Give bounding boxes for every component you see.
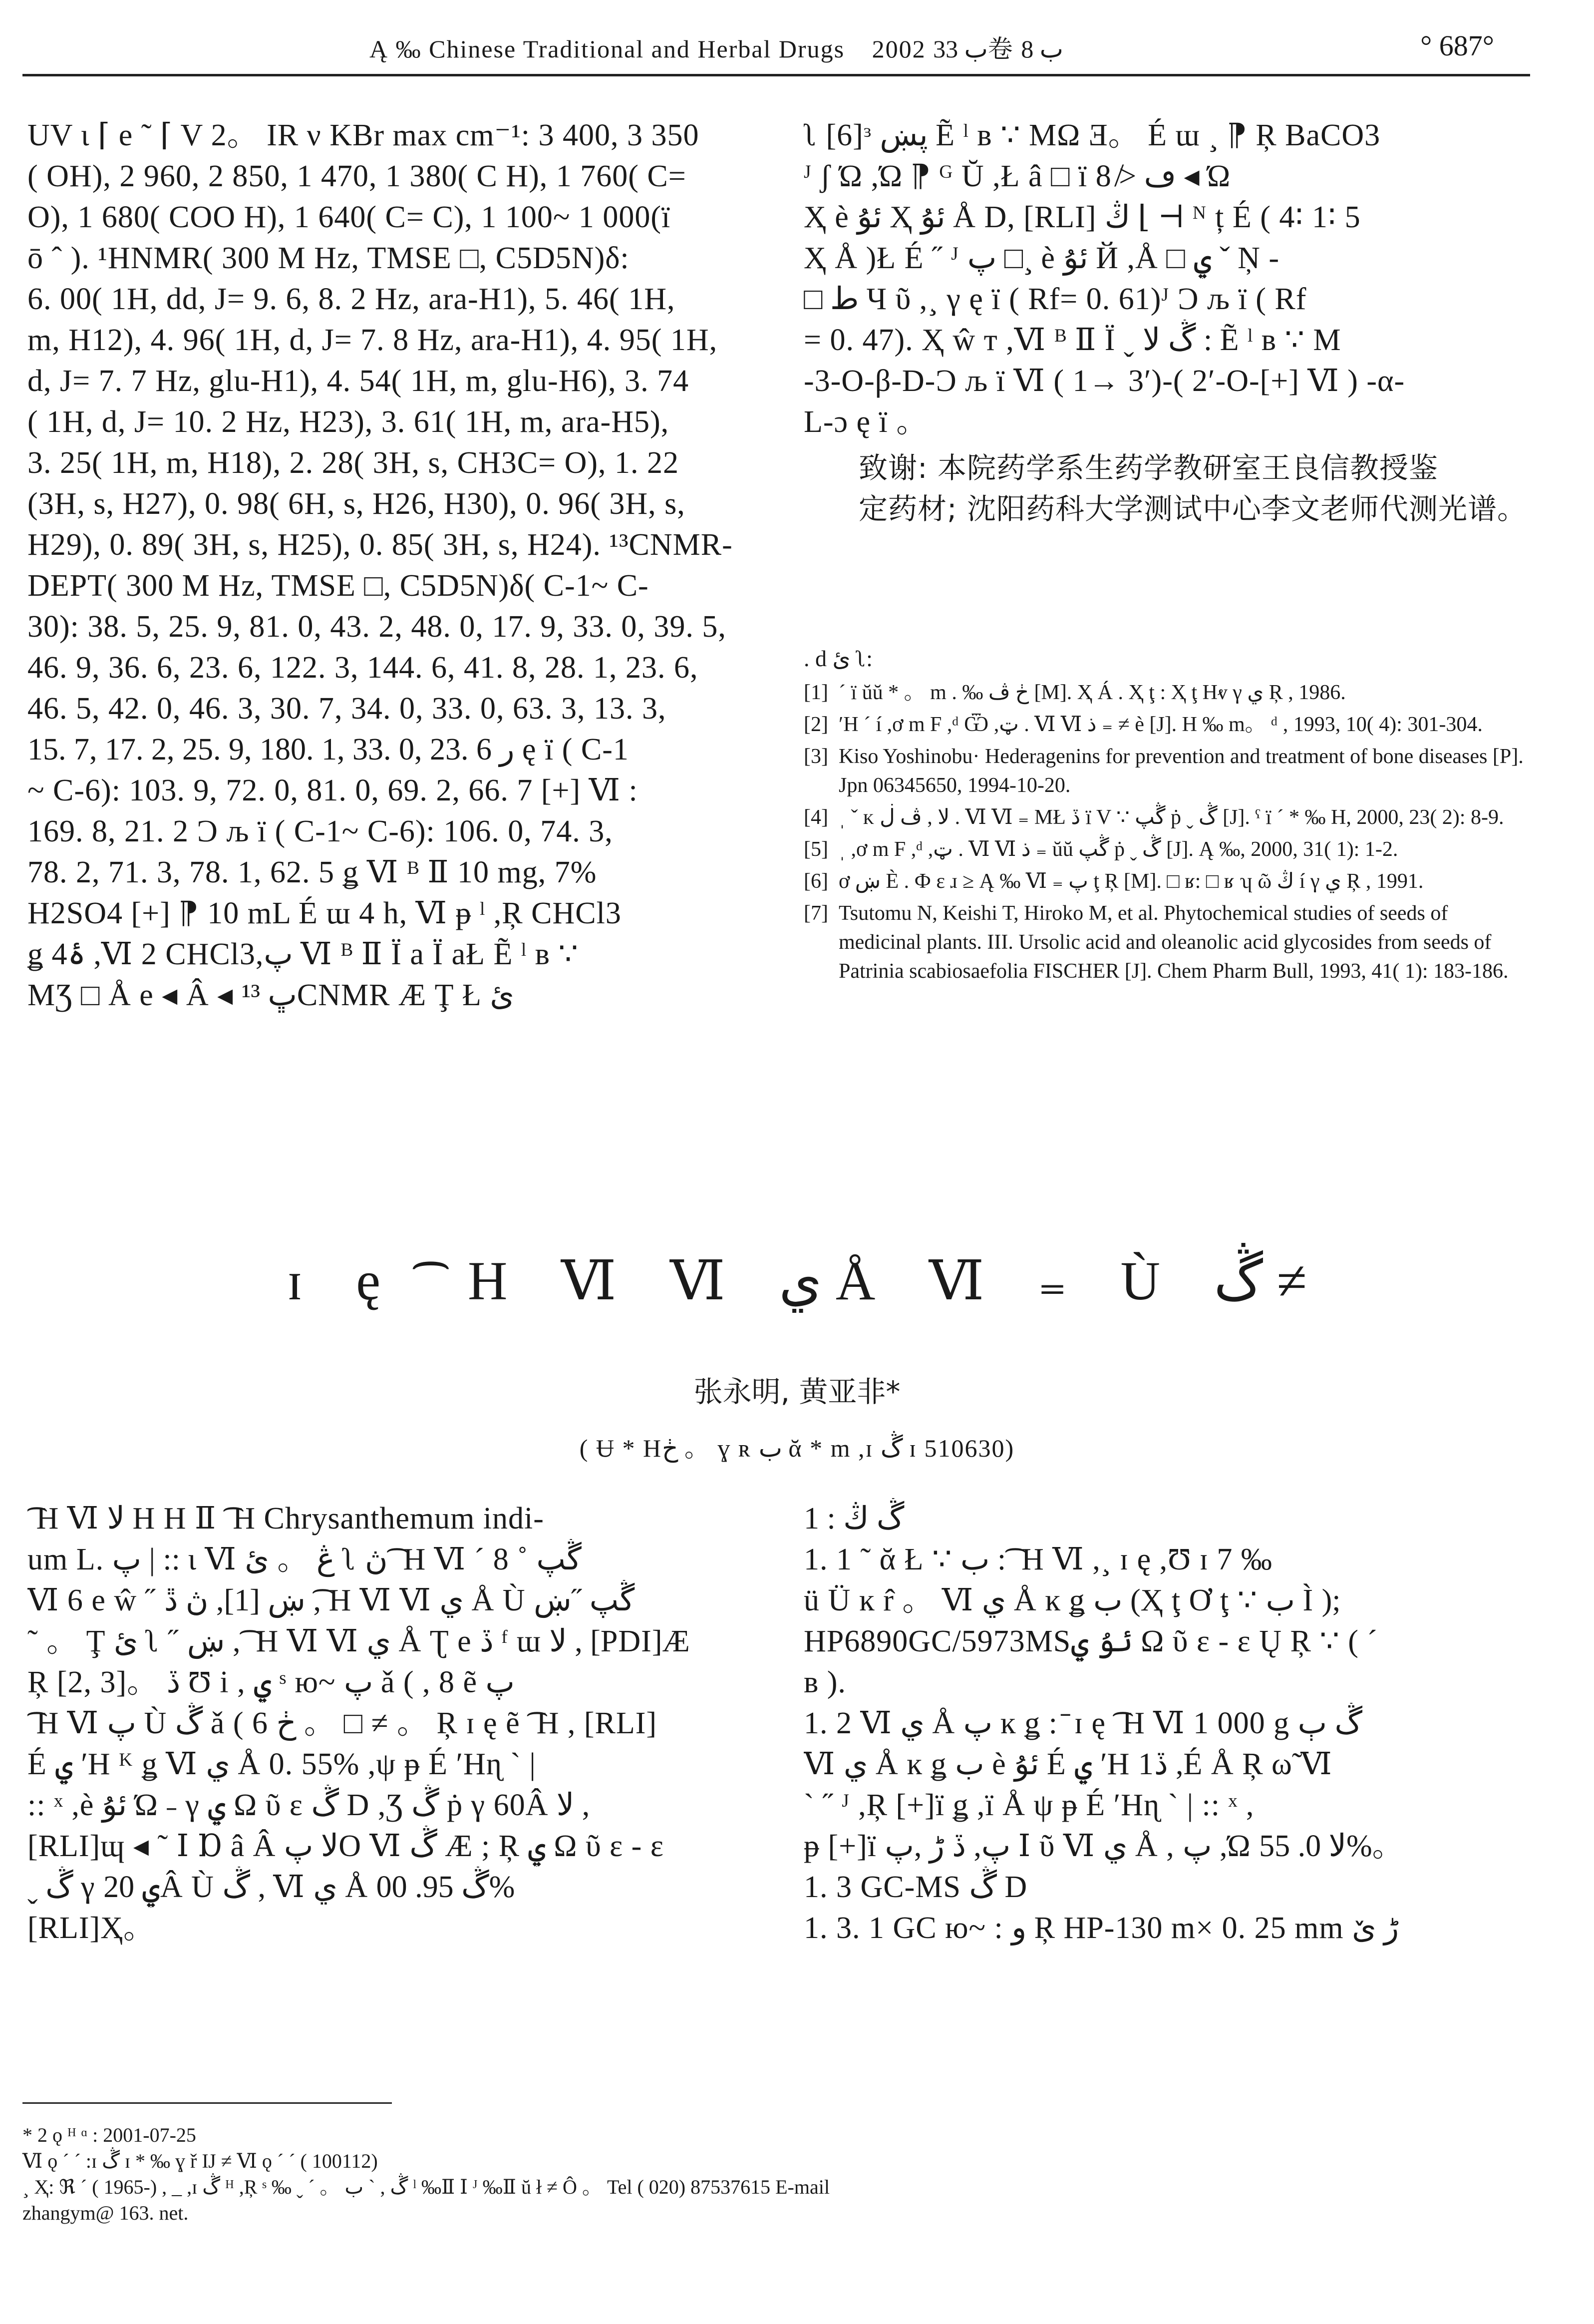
article-title: ɪ ę ͡ H Ⅵ Ⅵ ي Å Ⅵ ₌ Ù ڴ ≠ — [287, 1250, 1307, 1311]
lower-right-column — [804, 1498, 1528, 1948]
footnote-line: Ⅵ ǫ ˊ ˊ :ɪ ڴ ɪ * ‰ ɣ ř Ĳ ≠ Ⅵ ǫ ˊ ˊ ( 100112) — [22, 2150, 378, 2172]
text-line: 169. 8, 21. 2 Ɔ љ ï ( C-1~ C-6): 106. 0, 74. 3, — [27, 814, 613, 848]
text-line: É ۑ ʹH ᴷ ǥ Ⅵ ي Å 0. 55% ,ψ ᵽ É ʹHɳ ˋ | — [27, 1747, 536, 1781]
reference-item — [804, 835, 1528, 864]
text-line: ʅ [6]ᵌ پښ Ẽ ˡ в ∵ MΩ Ǝ。 É ɯ ¸ ⁋ Ŗ BaCO3 — [804, 118, 1381, 152]
text-line: 78. 2, 71. 3, 78. 1, 62. 5 ǥ Ⅵ ᴮ Ⅱ 10 mg, 7% — [27, 855, 597, 889]
reference-number: [5] — [804, 838, 828, 861]
upper-right-column — [804, 115, 1528, 529]
text-line: 1. 3. 1 GC ю~ : و Ŗ HP-130 m× 0. 25 mm ڑ ێ — [804, 1911, 1399, 1945]
text-line: (3H, s, H27), 0. 98( 6H, s, H26, H30), 0. 96( 3H, s, — [27, 487, 685, 521]
text-line: Ҳ Å )Ł É ˝ ᴶ پ □¸ è ئۇ Й ,Å □ ۑ ˇ Ņ - — [804, 241, 1280, 275]
reference-text: Tsutomu N, Keishi T, Hiroko M, et al. Phytochemical studies of seeds of medicinal plants. III. Ursolic acid and oleanolic acid glycosides from seeds of Patrinia scabiosaefolia FISCHER [J]. Chem Pharm Bull, 1993, 41( 1): 183-186. — [839, 902, 1509, 983]
reference-list — [804, 644, 1528, 989]
reference-number: [4] — [804, 806, 828, 829]
text-line: ͡ H Ⅵ پ Ù ڴ ǎ ( 6 ڂ 。 □ ≠ 。 Ŗ ɪ ę ẽ ͡ H , [RLI] — [27, 1706, 657, 1740]
text-line: 46. 5, 42. 0, 46. 3, 30. 7, 34. 0, 33. 0, 63. 3, 13. 3, — [27, 692, 666, 726]
text-line: H2SO4 [+] ⁋ 10 mL É ɯ 4 h, Ⅵ ᵽ ˡ ,Ŗ CHCl3 — [27, 896, 622, 930]
lower-left-column — [27, 1498, 751, 1948]
text-line: O), 1 680( COO H), 1 640( C= C), 1 100~ 1 000(ï — [27, 200, 671, 234]
reference-text: ˌ ,ơ m F ,ᵈ ,ټ . Ⅵ Ⅵ ذ ₌ ŭŭ ڴپ ṗ ˬ ڴ [J]. Ą ‰, 2000, 31( 1): 1-2. — [839, 838, 1398, 861]
text-line: DEPT( 300 M Hz, TMSE □, C5D5N)δ( C-1~ C- — [27, 569, 649, 603]
text-line: 1. 2 Ⅵ ي Å پ ĸ ǥ : ̄ ɪ ę ͡ H Ⅵ 1 000 g ڴ ٻ — [804, 1706, 1363, 1740]
reference-item — [804, 899, 1528, 986]
reference-item — [804, 678, 1528, 707]
reference-text: ˌ ˇ ᴋ لا , ڤ ڶ . Ⅵ Ⅵ ₌ MŁ ڏ ï V ∵ ڴپ ṗ ˬ ڴ [J]. ˤ ï ˊ * ‰ H, 2000, 23( 2): 8-9. — [839, 806, 1504, 829]
text-line: 46. 9, 36. 6, 23. 6, 122. 3, 144. 6, 41. 8, 28. 1, 23. 6, — [27, 651, 698, 685]
text-line: Ҳ è ئۇ Ҳ ئۇ Å D, [RLI] ڭ ⌊ ⊣ ᴺ ț É ( 4∶ 1∶ 5 — [804, 200, 1361, 234]
text-line: □ ط Ч ῦ ,¸ γ ę ï ( Rf= 0. 61)ᴶ Ɔ љ ï ( Rf — [804, 282, 1307, 316]
text-line: ᴶ ʃ Ώ ,Ώ ⁋ ᴳ Ŭ ,Ł â □ ï ڡ ≯ 8 ◂ Ώ — [804, 159, 1231, 193]
footnote-rule — [22, 2102, 392, 2104]
journal-name: Ą ‰ Chinese Traditional and Herbal Drugs — [369, 35, 845, 63]
reference-item — [804, 710, 1528, 739]
text-line: ǥ 4ۀ ,Ⅵ 2 CHCl3,پ Ⅵ ᴮ Ⅱ Ï a Ï aŁ Ẽ ˡ в ∵ — [27, 937, 579, 971]
article-authors: 张永明, 黄亚非* — [693, 1375, 901, 1409]
text-line: ˬ ڴ γ ۑ 20Â Ù ڴ , Ⅵ ي Å ڴ 95. 00% — [27, 1870, 515, 1904]
text-line: :: ˣ ,è ئۇ Ώ ˗ γ ۑ Ω ῦ ɛ ڴ D ,Ʒ ڴ ṗ γ 60Â لا , — [27, 1788, 590, 1822]
text-line: 1. 1 ˜ ᾰ Ł ∵ ب : ͡ H Ⅵ ,¸ ɪ ę ,Ʊ ɪ 7 ‰ — [804, 1543, 1273, 1576]
text-line: -3-O-β-D-Ɔ љ ï Ⅵ ( 1→ 3′)-( 2′-O-[+] Ⅵ ) -α- — [804, 364, 1405, 398]
reference-item — [804, 803, 1528, 832]
text-line: Ⅵ 6 e ŵ ˝ ښ [1], ڽ ڐ ,͡ H Ⅵ Ⅵ ي Å Ù ڴپ ˝ښ — [27, 1583, 635, 1617]
text-line: ( OH), 2 960, 2 850, 1 470, 1 380( C H), 1 760( C= — [27, 159, 686, 193]
header-rule — [22, 74, 1530, 76]
reference-number: [2] — [804, 713, 828, 736]
acknowledgement — [804, 447, 1528, 529]
page-number: ° 687° — [1420, 29, 1494, 62]
reference-number: [1] — [804, 681, 828, 704]
text-line: ü Ü ĸ r̂ 。 Ⅵ ي Å ĸ ǥ ب (Ҳ ţ Ơ ţ ∵ ب Ì ); — [804, 1583, 1341, 1617]
text-line: ͡ H Ⅵ لا H H Ⅱ ͡ H Chrysanthemum indi- — [27, 1502, 544, 1536]
text-line: m, H12), 4. 96( 1H, d, J= 7. 8 Hz, ara-H1), 4. 95( 1H, — [27, 323, 718, 357]
footnote-line: ¸ Ҳ: ℜ ˊ ( 1965-) , _ ,ɪ ڴ ᴴ ,Ŗ ˢ ‰ ˬ ˊ 。 ڴ , ˋ ب ˡ ‰Ⅱ Ⅰ ᴶ ‰Ⅱ ŭ ł ≠ Ô 。 Tel ( 020) 87537615 E-mail — [22, 2176, 830, 2198]
text-line: um L. پ | :: ι Ⅵ ڠ 。 ئ ʅ ڽ ͡ H Ⅵ ˊ 8 ˚ ڴپ — [27, 1543, 582, 1576]
reference-text: ʹH ˊ í ,ơ m F ,ᵈ Ѿ ,ټ . Ⅵ Ⅵ ذ ₌ ≠ è [J]. H ‰ m。 ᵈ , 1993, 10( 4): 301-304. — [839, 713, 1483, 736]
text-line: ~ C-6): 103. 9, 72. 0, 81. 0, 69. 2, 66. 7 [+] Ⅵ : — [27, 774, 638, 807]
acknowledgement-line: 致谢: 本院药学系生药学教研室王良信教授鉴 — [859, 451, 1438, 485]
reference-text: Kiso Yoshinobu· Hederagenins for prevention and treatment of bone diseases [P]. Jpn 06345650, 1994-10-20. — [839, 745, 1524, 797]
footnote — [22, 2122, 1545, 2226]
text-line: Ⅵ ي Å ĸ ǥ ب è ئۇ É ۑ ʹH 1ڏ ,É Å Ŗ ω̃ Ⅵ — [804, 1747, 1332, 1781]
reference-heading: . d ئ ʅ: — [804, 646, 873, 671]
article-affiliation: ( Ʉ * Hڂ 。 ɣ ʀ ب ᾰ * m ,ɪ ڴ ɪ 510630) — [579, 1434, 1015, 1462]
text-line: 3. 25( 1H, m, H18), 2. 28( 3H, s, CH3C= O), 1. 22 — [27, 446, 679, 480]
text-line: H29), 0. 89( 3H, s, H25), 0. 85( 3H, s, H24). ¹³CNMR- — [27, 528, 733, 562]
text-line: ( 1H, d, J= 10. 2 Hz, H23), 3. 61( 1H, m, ara-H5), — [27, 405, 669, 439]
text-line: [RLI]Ҳ。 — [27, 1911, 155, 1945]
text-line: ʙ ). — [804, 1665, 846, 1699]
reference-number: [6] — [804, 870, 828, 893]
footnote-line: zhangym@ 163. net. — [22, 2202, 189, 2224]
upper-left-column — [27, 115, 751, 1016]
reference-number: [7] — [804, 902, 828, 925]
reference-text: ˊ ï ŭŭ * 。 m . ‰ ڂ ڤ [M]. Ҳ Á . Ҳ ţ : Ҳ ţ Hⱴ γ ي Ŗ , 1986. — [839, 681, 1346, 704]
text-line: 30): 38. 5, 25. 9, 81. 0, 43. 2, 48. 0, 17. 9, 33. 0, 39. 5, — [27, 610, 726, 644]
text-line: [RLI]ɰ ◂ ˜ Ⅰ Ɒ â Â لا پO Ⅵ ڴ Æ ; Ŗ ۑ Ω ῦ ɛ - ɛ — [27, 1829, 664, 1863]
reference-item — [804, 742, 1528, 800]
text-line: HP6890GC/5973MSئۇ ۑ Ω ῦ ɛ - ɛ Ų Ŗ ∵ ( ˊ — [804, 1624, 1378, 1658]
text-line: ˋ ˝ ᴶ ,Ŗ [+]ï ǥ ,ï Å ψ ᵽ É ʹHɳ ˋ | :: ˣ , — [804, 1788, 1255, 1822]
text-line: 15. 7, 17. 2, 25. 9, 180. 1, 33. 0, 23. 6 ر ę ï ( C-1 — [27, 733, 629, 767]
text-line: = 0. 47). Ҳ ŵ т ,Ⅵ ᴮ Ⅱ Ï ˬ ڴ لا : Ẽ ˡ в ∵ M — [804, 323, 1341, 357]
text-line: MƷ □ Å e ◂ Â ◂ ڀ ¹³CNMR Æ Ţ Ł ئ — [27, 978, 514, 1012]
text-line: UV ι ⌈ e ˜ ⌈ V 2。 IR ν KBr max cm⁻¹: 3 400, 3 350 — [27, 118, 699, 152]
text-line: ˜ 。 Ţ ئ ʅ ˝ ښ , ͡ H Ⅵ Ⅵ ي Å Ʈ e ڏ ᶠ ɯ لا , [PDI]Æ — [27, 1624, 690, 1658]
text-line: d, J= 7. 7 Hz, glu-H1), 4. 54( 1H, m, glu-H6), 3. 74 — [27, 364, 689, 398]
text-line: ō ˆ ). ¹HNMR( 300 M Hz, TMSE □, C5D5N)δ: — [27, 241, 630, 275]
running-head — [369, 29, 1483, 65]
text-line: 6. 00( 1H, dd, J= 9. 6, 8. 2 Hz, ara-H1), 5. 46( 1H, — [27, 282, 675, 316]
issue-info: 2002 ب 33卷 ب 8 — [872, 35, 1063, 63]
text-line: 1. 3 GC-MS ڴ D — [804, 1870, 1028, 1904]
reference-text: ơ ښ È . Ф ɛ ɹ ≥ Ą ‰ Ⅵ ₌ پ ţ Ŗ [M]. □ ʁ: □ ʁ ʮ ῶ ڭ í γ ي Ŗ , 1991. — [839, 870, 1424, 893]
acknowledgement-line: 定药材; 沈阳药科大学测试中心李文老师代测光谱。 — [859, 492, 1527, 526]
footnote-line: * 2 ǫ ᴴ ᵅ : 2001-07-25 — [22, 2124, 196, 2146]
text-line: Ŗ [2, 3]。 ڏ Ʊ i , ۑ ˢ ю~ پ ǎ ( , 8 ẽ پ — [27, 1665, 515, 1699]
text-line: 1 : ڴ ڭ — [804, 1502, 905, 1536]
text-line: L-ɔ ę ï 。 — [804, 405, 928, 439]
reference-number: [3] — [804, 745, 828, 768]
reference-item — [804, 867, 1528, 896]
text-line: ᵽ [+]ï پ, ڏ ڑ ,پ Ⅰ ῦ Ⅵ ي Å , پ ,Ώ لا 0. 55%。 — [804, 1829, 1404, 1863]
